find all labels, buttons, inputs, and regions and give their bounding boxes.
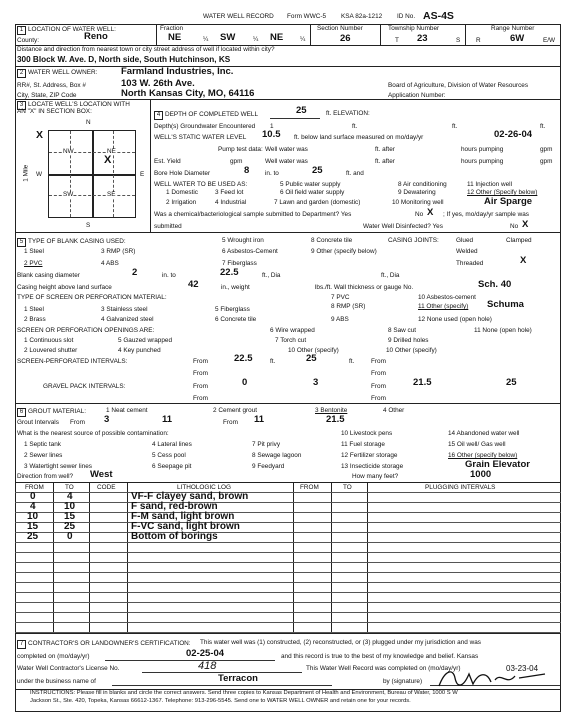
pump-after: ft. after <box>375 146 395 153</box>
section-5-label: 5 TYPE OF BLANK CASING USED: <box>17 238 126 247</box>
distance-value: 300 Block W. Ave. D, North side, South Hutchinson, KS <box>17 55 231 64</box>
table-row-desc: VF-F clayey sand, brown <box>131 491 249 502</box>
diameter-dia-2: ft., Dia <box>381 272 400 279</box>
screen-intervals-label: SCREEN-PERFORATED INTERVALS: <box>17 358 128 365</box>
opening-drilled: 9 Drilled holes <box>388 337 429 344</box>
screen-galvanized: 4 Galvanized steel <box>101 316 154 323</box>
gi-from: 3 <box>104 414 110 425</box>
elevation-label: ft. ELEVATION: <box>326 110 370 117</box>
chem-no-x: X <box>427 207 434 218</box>
application-label: Application Number: <box>388 92 446 99</box>
log-header-plugging: PLUGGING INTERVALS <box>425 484 496 491</box>
casing-pvc: 2 PVC <box>24 260 43 267</box>
gp-to: 3 <box>313 377 319 388</box>
county-label: County: <box>17 37 40 44</box>
diameter-in-to: in. to <box>162 272 176 279</box>
opening-other-label: 10 Other (specify) <box>386 347 437 354</box>
license-label: Water Well Contractor's License No. <box>17 665 120 672</box>
range-ew: E/W <box>543 37 556 44</box>
use-label: WELL WATER TO BE USED AS: <box>154 181 248 188</box>
threaded-x: X <box>520 255 527 266</box>
wall-thickness-label: lbs./ft. Wall thickness or gauge No. <box>315 284 414 291</box>
use-feed-lot: 3 Feed lot <box>215 189 244 196</box>
section-6-label: 6 GROUT MATERIAL: <box>17 408 86 417</box>
gi-to: 11 <box>162 414 173 425</box>
use-monitoring: 10 Monitoring well <box>392 199 444 206</box>
screen-stainless: 3 Stainless steel <box>101 306 148 313</box>
quadrant-sw: SW <box>63 191 74 198</box>
screen-concrete: 6 Concrete tile <box>215 316 257 323</box>
screen-asbestos: 10 Asbestos-cement <box>418 294 476 301</box>
address-label: RR#, St. Address, Box # <box>17 82 86 89</box>
yield-after: ft. after <box>375 158 395 165</box>
table-row-to: 0 <box>67 531 73 542</box>
board-text: Board of Agriculture, Division of Water Resources <box>388 82 529 89</box>
table-row-desc: Bottom of borings <box>131 531 218 542</box>
log-row-line <box>15 502 561 503</box>
cert-text: This water well was (1) constructed, (2) reconstructed, or (3) plugged under my jurisdiction and was <box>200 639 481 646</box>
log-row-line <box>15 592 561 593</box>
log-row-line <box>15 562 561 563</box>
openings-label: SCREEN OR PERFORATION OPENINGS ARE: <box>17 327 155 334</box>
business-name: Terracon <box>218 673 258 684</box>
section-number: 26 <box>340 33 351 44</box>
yield-well-water: Well water was <box>265 158 308 165</box>
signature-image <box>435 666 555 690</box>
sp-from: 22.5 <box>234 353 253 364</box>
township-number: 23 <box>417 33 428 44</box>
disinfected-no: No <box>510 223 519 230</box>
height-value: 42 <box>188 279 199 290</box>
opening-wire: 7 Torch cut <box>275 337 307 344</box>
contam-sewage-lagoon: 8 Sewage lagoon <box>252 452 302 459</box>
section-3-label: 3 LOCATE WELL'S LOCATION WITH <box>17 101 130 110</box>
section-7-label: 7 CONTRACTOR'S OR LANDOWNER'S CERTIFICATION: <box>17 640 191 649</box>
mark-x-outside: X <box>36 129 44 141</box>
use-other-value: Air Sparge <box>484 196 533 207</box>
sp-ft-2: ft. <box>349 358 355 365</box>
static-date: 02-26-04 <box>494 129 533 140</box>
log-row-line <box>15 552 561 553</box>
gp-from-label: From <box>193 383 208 390</box>
contam-oil-well: 15 Oil well/ Gas well <box>448 441 506 448</box>
use-public: 5 Public water supply <box>280 181 341 188</box>
static-label: WELL'S STATIC WATER LEVEL <box>154 134 247 141</box>
township-suffix: S <box>456 37 461 44</box>
distance-label: Distance and direction from nearest town or city street address of well if located within city? <box>17 46 275 53</box>
use-other: 12 Other (Specify below) <box>467 189 538 196</box>
use-lawn: 7 Lawn and garden (domestic) <box>274 199 361 206</box>
gi-from-label-2: From <box>223 419 238 426</box>
casing-rmp: 3 RMP (SR) <box>101 248 136 255</box>
depth-value: 25 <box>296 105 307 116</box>
log-row-line <box>15 542 561 543</box>
table-row-to: 10 <box>64 501 76 512</box>
casing-wrought-iron: 5 Wrought iron <box>222 237 264 244</box>
opening-torch: 10 Other (specify) <box>288 347 339 354</box>
screen-abs: 9 ABS <box>331 316 349 323</box>
contam-watertight: 3 Watertight sewer lines <box>24 463 92 470</box>
joints-glued: Glued <box>456 237 474 244</box>
form-number: Form WWC-5 <box>287 13 327 20</box>
static-rest: ft. below land surface measured on mo/day/yr <box>294 134 424 141</box>
log-header-to: TO <box>65 484 74 491</box>
table-row-to: 15 <box>64 511 76 522</box>
record-completed-label: This Water Well Record was completed on (mo/day/yr) <box>306 665 461 672</box>
log-row-line <box>15 632 561 633</box>
casing-joints-label: CASING JOINTS: <box>388 237 439 244</box>
log-row-line <box>15 622 561 623</box>
log-header-from-2: FROM <box>300 484 319 491</box>
table-row-from: 25 <box>27 531 39 542</box>
compass-e: E <box>140 171 145 178</box>
signature-label: by (signature) <box>383 678 423 685</box>
quadrant-se: SE <box>107 191 116 198</box>
grout-other: 4 Other <box>383 407 405 414</box>
screen-brass: 2 Brass <box>24 316 46 323</box>
contam-lateral: 4 Lateral lines <box>152 441 192 448</box>
bore-label: Bore Hole Diameter <box>154 170 211 177</box>
height-weight: in., weight <box>221 284 250 291</box>
sp-from-label-3: From <box>193 370 208 377</box>
log-row-line <box>15 572 561 573</box>
quarter-3: ¼ <box>300 36 306 43</box>
contam-cess-pool: 5 Cess pool <box>152 452 186 459</box>
casing-fiberglass: 7 Fiberglass <box>222 260 257 267</box>
log-header-litho: LITHOLOGIC LOG <box>177 484 231 491</box>
opening-key: 4 Key punched <box>118 347 161 354</box>
screen-none: 12 None used (open hole) <box>418 316 492 323</box>
log-row-line <box>15 512 561 513</box>
fraction-label: Fraction <box>160 25 184 32</box>
log-row-line <box>15 492 561 493</box>
section-box <box>48 130 136 218</box>
sp-from-label: From <box>193 358 208 365</box>
screen-other: 11 Other (specify) <box>418 303 469 310</box>
contam-fertilizer: 12 Fertilizer storage <box>341 452 398 459</box>
contam-septic: 1 Septic tank <box>24 441 61 448</box>
table-row-from: 10 <box>27 511 39 522</box>
diameter-label: Blank casing diameter <box>17 272 80 279</box>
section-1-label: 1 LOCATION OF WATER WELL: <box>17 26 116 35</box>
sp-from-label-4: From <box>371 370 386 377</box>
screen-other-value: Schuma <box>487 299 524 310</box>
grout-neat-cement: 1 Neat cement <box>106 407 148 414</box>
owner-address: 103 W. 26th Ave. <box>121 78 195 89</box>
section-4-label: 4 DEPTH OF COMPLETED WELL <box>154 111 258 120</box>
casing-other: 9 Other (specify below) <box>311 248 377 255</box>
casing-steel: 1 Steel <box>24 248 44 255</box>
gw-label: Depth(s) Groundwater Encountered <box>154 123 256 130</box>
table-row-from: 4 <box>30 501 36 512</box>
bore-in-to: in. to <box>265 170 279 177</box>
gi-from-2: 11 <box>254 414 265 425</box>
joints-welded: Welded <box>456 248 478 255</box>
quadrant-nw: NW <box>63 148 74 155</box>
bore-ft-and: ft. and <box>346 170 364 177</box>
use-irrigation: 2 Irrigation <box>166 199 197 206</box>
township-label: Township Number <box>388 25 440 32</box>
yield-hours: hours pumping <box>461 158 504 165</box>
mile-label: 1 Mile <box>22 164 30 182</box>
contam-label: What is the nearest source of possible contamination: <box>17 430 169 437</box>
gw-1: 1 <box>270 123 274 130</box>
owner-name: Farmland Industries, Inc. <box>121 66 234 77</box>
gp-from-label-3: From <box>193 395 208 402</box>
use-oil-field: 6 Oil field water supply <box>280 189 345 196</box>
gi-from-label: From <box>70 419 85 426</box>
gravel-label: GRAVEL PACK INTERVALS: <box>43 383 126 390</box>
use-domestic: 1 Domestic <box>166 189 198 196</box>
height-label: Casing height above land surface <box>17 284 112 291</box>
fraction-2: SW <box>220 32 236 43</box>
gw-ft-3: ft. <box>540 123 546 130</box>
contam-sewer: 2 Sewer lines <box>24 452 63 459</box>
chem-no: No <box>415 211 424 218</box>
grout-cement: 2 Cement grout <box>213 407 258 414</box>
range-number: 6W <box>510 33 525 44</box>
quarter-1: ¼ <box>203 36 209 43</box>
joints-clamped: Clamped <box>506 237 532 244</box>
contam-abandoned: 14 Abandoned water well <box>448 430 520 437</box>
log-row-line <box>15 522 561 523</box>
township-prefix: T <box>395 37 399 44</box>
fraction-3: NE <box>270 32 284 43</box>
joints-threaded: Threaded <box>456 260 484 267</box>
completed-label: completed on (mo/day/yr) <box>17 653 90 660</box>
gauge-value: Sch. 40 <box>478 279 512 290</box>
owner-city: North Kansas City, MO, 64116 <box>121 88 255 99</box>
gw-ft-1: ft. <box>352 123 358 130</box>
table-row-desc: F sand, red-brown <box>131 501 218 512</box>
instructions: INSTRUCTIONS: Please fill in blanks and circle the correct answers. Send three copies to Kansas Department of Health and Environment, Bureau of Water, 1000 S W <box>30 690 458 696</box>
screen-label: TYPE OF SCREEN OR PERFORATION MATERIAL: <box>17 294 167 301</box>
log-header-from: FROM <box>25 484 44 491</box>
use-industrial: 4 Industrial <box>215 199 247 206</box>
pump-label: Pump test data: <box>218 146 263 153</box>
casing-concrete-tile: 8 Concrete tile <box>311 237 353 244</box>
chem-submitted: submitted <box>154 223 182 230</box>
contam-other-value: Grain Elevator <box>465 459 530 470</box>
quarter-2: ¼ <box>253 36 259 43</box>
pump-hours: hours pumping <box>461 146 504 153</box>
casing-asbestos: 6 Asbestos-Cement <box>222 248 278 255</box>
opening-continuous: 1 Continuous slot <box>24 337 74 344</box>
gw-ft-2: ft. <box>452 123 458 130</box>
direction-label: Direction from well? <box>17 473 74 480</box>
log-header-to-2: TO <box>343 484 352 491</box>
log-row-line <box>15 532 561 533</box>
contam-feedyard: 9 Feedyard <box>252 463 285 470</box>
sp-ft: ft. <box>270 358 276 365</box>
log-header-code: CODE <box>97 484 116 491</box>
grout-bentonite: 3 Bentonite <box>315 407 348 414</box>
opening-saw-cut: 8 Saw cut <box>388 327 417 334</box>
direction-value: West <box>90 469 113 480</box>
contam-livestock: 10 Livestock pens <box>341 430 393 437</box>
chem-label: Was a chemical/bacteriological sample submitted to Department? Yes <box>154 211 352 218</box>
contam-other: 16 Other (specify below) <box>448 452 518 459</box>
pump-well-water: Well water was <box>265 146 308 153</box>
contam-pit-privy: 7 Pit privy <box>252 441 281 448</box>
gp-from-label-4: From <box>371 395 386 402</box>
table-row-desc: F-M sand, light brown <box>131 511 235 522</box>
gp-to-2: 25 <box>506 377 517 388</box>
opening-gauzed: 6 Wire wrapped <box>270 327 315 334</box>
disinfected-no-x: X <box>522 219 529 230</box>
section-number-label: Section Number <box>317 25 363 32</box>
gp-from-2: 21.5 <box>413 377 432 388</box>
use-dewatering: 9 Dewatering <box>398 189 436 196</box>
bore-value: 8 <box>244 165 250 176</box>
use-air-conditioning: 8 Air conditioning <box>398 181 447 188</box>
contam-seepage: 6 Seepage pit <box>152 463 192 470</box>
chem-if-yes: ; If yes, mo/day/yr sample was <box>443 211 529 218</box>
screen-pvc: 7 PVC <box>331 294 350 301</box>
mark-x: X <box>104 154 112 166</box>
disinfected-label: Water Well Disinfected? Yes <box>363 223 443 230</box>
table-row-to: 25 <box>64 521 76 532</box>
yield-gpm-2: gpm <box>540 158 553 165</box>
city-label: City, State, ZIP Code <box>17 92 77 99</box>
screen-steel: 1 Steel <box>24 306 44 313</box>
cert-text-2: and this record is true to the best of my knowledge and belief. Kansas <box>281 653 479 660</box>
casing-abs: 4 ABS <box>101 260 119 267</box>
gp-from: 0 <box>242 377 248 388</box>
compass-w: W <box>36 171 43 178</box>
opening-none: 11 None (open hole) <box>474 327 532 334</box>
pump-gpm: gpm <box>540 146 553 153</box>
gp-from-label-2: From <box>371 383 386 390</box>
license-value: 418 <box>198 660 217 672</box>
opening-mill: 5 Gauzed wrapped <box>118 337 173 344</box>
section-2-label: 2 WATER WELL OWNER: <box>17 69 97 78</box>
log-row-line <box>15 612 561 613</box>
sp-from-label-2: From <box>371 358 386 365</box>
range-prefix: R <box>476 37 481 44</box>
compass-s: S <box>86 222 91 229</box>
screen-fiberglass: 5 Fiberglass <box>215 306 250 313</box>
gi-to-2: 21.5 <box>326 414 345 425</box>
diameter-value: 2 <box>132 267 138 278</box>
use-injection: 11 Injection well <box>467 181 512 188</box>
log-row-line <box>15 582 561 583</box>
county-value: Reno <box>84 31 108 42</box>
yield-gpm: gpm <box>230 158 243 165</box>
diameter-to: 22.5 <box>220 267 239 278</box>
lithologic-log-table <box>15 482 561 634</box>
id-label: ID No. <box>397 13 416 20</box>
compass-n: N <box>86 119 91 126</box>
diameter-dia-1: ft., Dia <box>262 272 281 279</box>
instructions-2: Jackson St., Ste. 420, Topeka, Kansas 66612-1367. Telephone: 913-296-5545. Send one to WATER WELL OWNER and retain one for your records. <box>30 698 411 704</box>
grout-intervals-label: Grout Intervals <box>17 419 59 426</box>
ksa-number: KSA 82a-1212 <box>341 13 383 20</box>
table-row-to: 4 <box>67 491 73 502</box>
business-label: under the business name of <box>17 678 96 685</box>
completed-date: 02-25-04 <box>186 648 225 659</box>
contam-fuel: 11 Fuel storage <box>341 441 385 448</box>
id-value: AS-4S <box>423 10 454 22</box>
quadrant-ne: NE <box>107 148 116 155</box>
range-label: Range Number <box>491 25 535 32</box>
section-3-label-2: AN "X" IN SECTION BOX: <box>17 108 92 115</box>
static-value: 10.5 <box>262 129 281 140</box>
form-title: WATER WELL RECORD <box>203 13 274 20</box>
fraction-1: NE <box>168 32 182 43</box>
est-yield-label: Est. Yield <box>154 158 181 165</box>
table-row-desc: F-VC sand, light brown <box>131 521 240 532</box>
table-row-from: 15 <box>27 521 39 532</box>
bore-to: 25 <box>312 165 323 176</box>
sp-to: 25 <box>306 353 317 364</box>
how-many-label: How many feet? <box>352 473 399 480</box>
opening-louvered: 2 Louvered shutter <box>24 347 78 354</box>
contam-insecticide: 13 Insecticide storage <box>341 463 404 470</box>
screen-rmp: 8 RMP (SR) <box>331 303 366 310</box>
log-row-line <box>15 602 561 603</box>
how-many-value: 1000 <box>470 469 492 480</box>
record-date: 03-23-04 <box>506 664 539 673</box>
table-row-from: 0 <box>30 491 36 502</box>
